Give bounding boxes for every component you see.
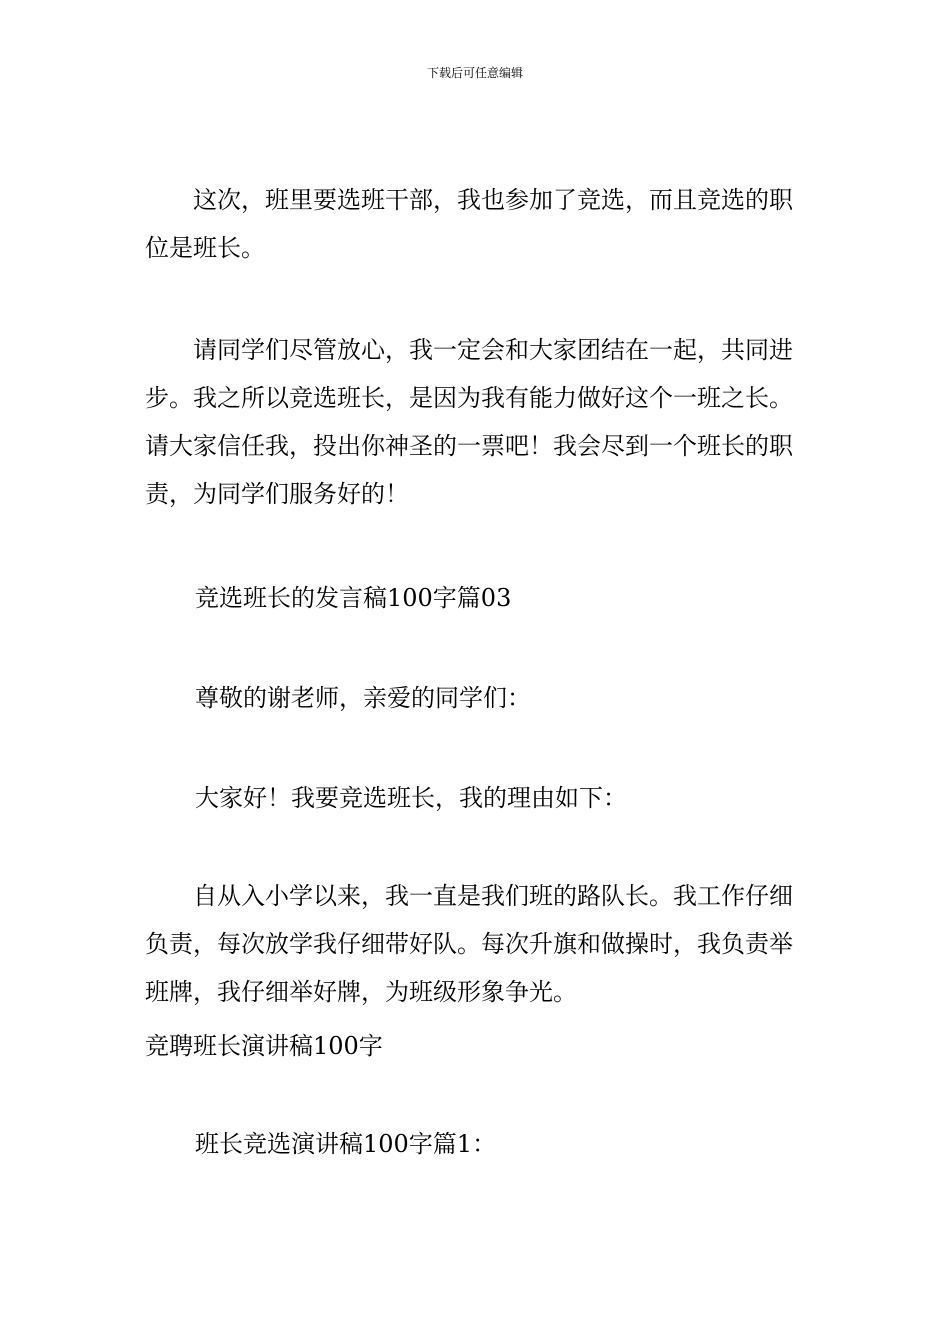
paragraph-election-intro: 这次，班里要选班干部，我也参加了竞选，而且竞选的职位是班长。 (145, 186, 793, 262)
paragraph-reasons-intro: 大家好！我要竞选班长，我的理由如下： (195, 784, 627, 812)
greeting-line: 尊敬的谢老师，亲爱的同学们： (195, 684, 531, 712)
section-heading-1: 班长竞选演讲稿100字篇1： (195, 1130, 497, 1158)
paragraph-promise: 请同学们尽管放心，我一定会和大家团结在一起，共同进步。我之所以竞选班长，是因为我有能力做好这个一班之长。请大家信任我，投出你神圣的一票吧！我会尽到一个班长的职责，为同学们服务好的！ (145, 336, 793, 508)
page-header-note: 下载后可任意编辑 (426, 66, 523, 80)
section-heading-03: 竞选班长的发言稿100字篇03 (195, 584, 512, 612)
paragraph-road-team-leader: 自从入小学以来，我一直是我们班的路队长。我工作仔细负责，每次放学我仔细带好队。每次升旗和做操时，我负责举班牌，我仔细举好牌，为班级形象争光。 (145, 882, 793, 1006)
document-title-2: 竞聘班长演讲稿100字 (145, 1032, 383, 1060)
